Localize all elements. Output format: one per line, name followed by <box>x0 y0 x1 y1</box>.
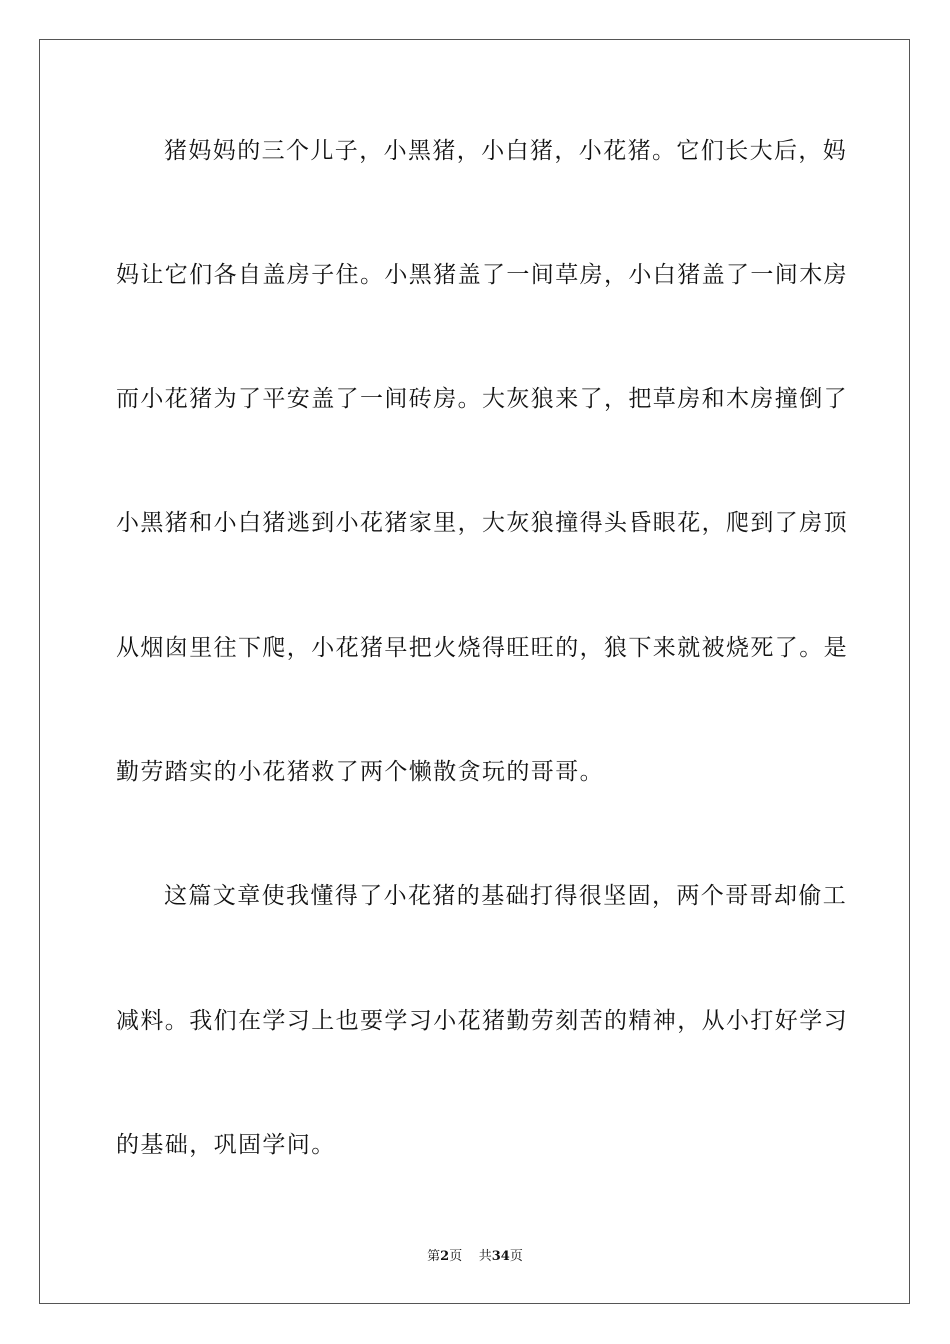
total-suffix: 页 <box>509 1249 523 1264</box>
total-pages: 34 <box>491 1249 510 1264</box>
total-prefix: 共 <box>478 1249 492 1264</box>
text-line-1: 猪妈妈的三个儿子，小黑猪，小白猪，小花猪。它们长大后，妈 <box>164 138 848 164</box>
text-line-8: 减料。我们在学习上也要学习小花猪勤劳刻苦的精神，从小打好学习 <box>116 1008 848 1034</box>
page-suffix: 页 <box>449 1249 463 1264</box>
text-line-7: 这篇文章使我懂得了小花猪的基础打得很坚固，两个哥哥却偷工 <box>164 883 848 909</box>
text-line-3: 而小花猪为了平安盖了一间砖房。大灰狼来了，把草房和木房撞倒了 <box>116 386 848 412</box>
text-line-4: 小黑猪和小白猪逃到小花猪家里，大灰狼撞得头昏眼花，爬到了房顶 <box>116 510 848 536</box>
page-number: 2 <box>440 1249 450 1264</box>
text-line-5: 从烟囱里往下爬，小花猪早把火烧得旺旺的，狼下来就被烧死了。是 <box>116 635 848 661</box>
page-prefix: 第 <box>427 1249 441 1264</box>
text-line-6: 勤劳踏实的小花猪救了两个懒散贪玩的哥哥。 <box>116 759 604 785</box>
text-line-2: 妈让它们各自盖房子住。小黑猪盖了一间草房，小白猪盖了一间木房 <box>116 262 848 288</box>
page-footer <box>0 1248 950 1266</box>
text-line-9: 的基础，巩固学问。 <box>116 1132 336 1158</box>
page-border <box>39 39 910 1304</box>
